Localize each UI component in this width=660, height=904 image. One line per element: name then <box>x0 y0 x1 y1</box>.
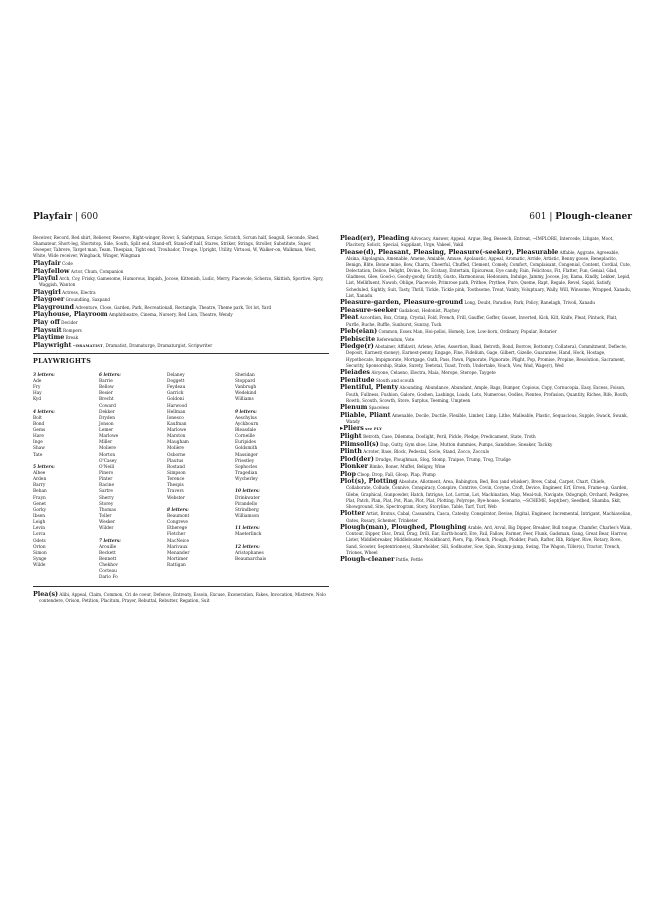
playwright-name: MacNeice <box>167 538 189 544</box>
entry-definition: Artist, Brutus, Cabal, Cassandra, Casca, Catesby, Conspirator, Devise, Digital, Engineer, Incremental, Intrigant, Machiavelian, Oates, Rosary, Schemer, Trinketer <box>346 511 632 523</box>
dictionary-entry <box>340 235 632 248</box>
playwright-name: Cocteau <box>99 569 117 575</box>
playwright-name: Travers <box>167 489 184 495</box>
playwright-name: Simon <box>33 550 47 556</box>
playwright-name: Dario Fo <box>99 575 118 581</box>
playwright-name: Pirandello <box>235 501 258 507</box>
dictionary-entry <box>33 296 329 303</box>
dictionary-entry <box>340 328 632 335</box>
playwright-name: Fry <box>33 385 41 391</box>
playwright-name: Leigh <box>33 520 46 526</box>
right-header-sep: | <box>546 212 556 222</box>
playwright-name: O'Casey <box>99 458 117 464</box>
entry-definition: Code <box>62 261 73 267</box>
playwright-name: Synge <box>33 557 47 563</box>
length-heading: 9 letters: <box>235 409 257 415</box>
dictionary-entry: Playwright →DRAMATIST, Dramatist, Dramaturge, Dramaturgist, Scripwriter <box>33 340 213 349</box>
playwright-name: Garrick <box>167 391 184 397</box>
entry-definition: Groundling, Saxpand <box>65 297 111 303</box>
playwrights-box-rule <box>33 586 329 587</box>
playwrights-column <box>167 373 235 582</box>
entry-definition: Abstainer, Affidavit, Arlene, Arles, Assertion, Band, Betroth, Bond, Borrow, Bottomry, Collateral, Commitment, Deflecte, Deposit, Earnest(-money), Earnest-penny, Engage, Fine, Fidelium, Gage, Gilbert, Gizelle, Guarantee, Hand, Hock, Hostage, Hypothecate, Impignorate, Mortgage, Oath, Pass, Pawn, Pignorate, Pignorate, Plight, Pop, Promise, Propine, Resolution, Sacrament, Security, Sponsorship, Stake, Surety, Teetotal, Toast, Troth, Undertake, Vouch, Vow, Wad, Wage(r), Wed <box>346 344 628 368</box>
entry-definition: Break <box>65 335 79 341</box>
playwright-name: Marlowe <box>167 428 187 434</box>
playwright-name: Levin <box>33 526 45 532</box>
playwright-name: Terence <box>167 477 185 483</box>
playwright-name: Storey <box>99 501 114 507</box>
right-page-header <box>340 212 632 224</box>
entry-definition: Absolute, Allotment, Area, Babington, Bed, Box (and whisker), Brew, Cabal, Carpet, Chart, Chiefe, Collaborate, Collude, Connive, Conspiracy, Conspire, Contrive, Covin, Covyne, Croft, Device, Engineer, Erf, Erven, Frame-up, Garden, Glebe, Graphical, Gunpowder, Hatch, Intrigue, Lot, Lorran, Lot, Machination, Map, Meal-tub, Navigate, Odograph, Orchard, Pedigree, Plat, Patch, Plan, Plat, Pot, Plan, Plot, Plat, Plotting, Polyrope, Rye-house, Scenario, →SCHEME, Sept(ber), Seedbed, Shamba, Skit, Showground, Site, Spectrogram, Story, Storyline, Table, Tarf, Turf, Web <box>346 479 630 509</box>
entry-headword: Plough-cleaner <box>340 555 395 564</box>
dictionary-entry <box>340 307 632 314</box>
playwright-name: Brecht <box>99 397 114 403</box>
playwright-name: Kyd <box>33 397 42 403</box>
entry-headword: Plimsoll(s) <box>340 439 379 448</box>
dictionary-entry <box>33 260 329 267</box>
playwright-name: Aeschylus <box>235 415 257 421</box>
entry-definition: Accordion, Box, Crimp, Crystal, Fold, French, Frill, Gauffer, Goffer, Gusset, Inverted, Kick, Kilt, Knife, Pleat, Pintuck, Plait, Purfle, Ruche, Ruffle, Sunburst, Sunray, Tuck <box>346 315 618 327</box>
playwright-name: Tragedian <box>235 471 258 477</box>
entry-headword: Playsuit <box>33 325 62 334</box>
playwright-name: Beaumarchais <box>235 557 267 563</box>
playwright-name: Ade <box>33 378 42 384</box>
entry-headword: Playgoer <box>33 295 65 304</box>
playwright-name: Ibsen <box>33 514 45 520</box>
entry-definition: Amphitheatre, Cinema, Nursery, Red Lion, Theatre, Wendy <box>108 312 233 318</box>
entry-definition: Drudge, Ploughman, Slog, Stomp, Traipse, Trump, Trog, Trudge <box>375 456 511 462</box>
dictionary-entry <box>33 311 329 318</box>
section-divider <box>33 353 329 354</box>
playwright-name: Bellow <box>99 385 114 391</box>
playwright-name: Congreve <box>167 520 188 526</box>
playwright-name: Coward <box>99 403 116 409</box>
dictionary-entry <box>33 334 329 341</box>
playwright-name: Goldoni <box>167 397 184 403</box>
length-heading: 7 letters: <box>99 538 121 544</box>
playwright-name: Toller <box>99 514 112 520</box>
playwright-name: Odets <box>33 538 46 544</box>
playwright-name: Orton <box>33 544 46 550</box>
playwright-name: Besier <box>99 391 113 397</box>
left-page <box>33 212 329 604</box>
right-page <box>340 212 632 564</box>
playwright-name: Aristophanes <box>235 550 264 556</box>
playwright-name: Miller <box>99 440 113 446</box>
playwright-name: Stoppard <box>235 378 256 384</box>
left-after-list <box>33 591 329 604</box>
entry-headword: Pledge(r) <box>340 342 374 351</box>
playwright-name: Dekker <box>99 409 115 415</box>
left-header-sep: | <box>72 212 81 222</box>
playwright-name: Wedekind <box>235 391 257 397</box>
entry-headword: Plenum <box>340 403 368 412</box>
playwright-name: Sartre <box>99 489 113 495</box>
dictionary-entry <box>340 314 632 327</box>
entry-headword: Plonker <box>340 462 369 471</box>
dictionary-entry <box>340 510 632 523</box>
playwrights-box-title: PLAYWRIGHTS <box>33 356 92 365</box>
left-page-number: 600 <box>80 212 99 222</box>
entry-definition: Gadabout, Hedonist, Playboy <box>398 307 460 313</box>
playwright-name: Hellman <box>167 409 186 415</box>
dictionary-entry <box>340 441 632 448</box>
playwright-name: Barrie <box>99 378 113 384</box>
dictionary-entry <box>340 478 632 510</box>
entry-headword: Playfair <box>33 259 61 268</box>
entry-headword: Plot(s), Plotting <box>340 477 398 486</box>
playwright-name: Maeterlinck <box>235 532 262 538</box>
playwright-name: Pinter <box>99 477 113 483</box>
entry-definition: Stouth and scouth <box>375 377 415 383</box>
playwright-name: Ayckbourn <box>235 421 259 427</box>
entry-definition: Pattle, Pettle <box>395 557 423 563</box>
entry-headword: Playwright <box>33 340 72 349</box>
entry-headword: Plod(der) <box>340 454 374 463</box>
left-header-title: Playfair <box>33 212 73 222</box>
playwright-name: Simpson <box>167 471 186 477</box>
dictionary-entry <box>340 463 632 470</box>
dictionary-entry <box>340 336 632 343</box>
entry-headword: Pleasure-seeker <box>340 305 398 314</box>
entry-headword: Plight <box>340 432 362 440</box>
entry-definition: see PLY <box>365 427 383 432</box>
playwright-name: Hare <box>33 434 44 440</box>
playwright-name: Feydeau <box>167 385 186 391</box>
playwright-name: Hay <box>33 391 42 397</box>
playwright-name: Webster <box>167 495 185 501</box>
entry-headword: Playfellow <box>33 266 70 275</box>
playwright-name: Moliere <box>99 446 116 452</box>
playwright-name: Chekhov <box>99 563 118 569</box>
entry-definition: Alibi, Appeal, Claim, Common, Cri de coeur, Defence, Entreaty, Essoin, Excuse, Exoneration, Fakes, Invocation, Mistrere, Nolo contendere, Orison, Petition, Placitum, Prayer, Rebuttal, Rebutter, Regation, Suit <box>39 591 326 603</box>
playwright-name: Kaufman <box>167 421 187 427</box>
playwright-name: Williams <box>235 397 254 403</box>
entry-definition: Arch, Coy, Frisky, Gamesome, Humorous, Impish, Jocose, Kittenish, Ludic, Merry, Piacevole, Scherzo, Skittish, Sportive, Spry, Waggish, Wanton <box>39 276 324 288</box>
playwrights-column <box>99 373 167 582</box>
left-page-header <box>33 212 329 224</box>
entry-headword: Play off <box>33 318 60 326</box>
playwright-name: Albee <box>33 471 46 477</box>
playwright-name: Arouille <box>99 544 117 550</box>
dictionary-entry <box>340 556 632 563</box>
entry-definition: Decider <box>61 320 78 325</box>
left-entry-list <box>33 260 329 349</box>
playwright-name: Plautus <box>167 458 184 464</box>
playwright-name: Jonson <box>99 421 114 427</box>
playwright-name: Arden <box>33 477 47 483</box>
playwright-name: Tate <box>33 452 43 458</box>
playwright-name: Menander <box>167 550 190 556</box>
entry-headword: Plea(s) <box>33 589 59 598</box>
playwright-name: Etherege <box>167 526 188 532</box>
dictionary-entry <box>340 524 632 556</box>
entry-definition: Alcyone, Celaeno, Electra, Maia, Merope, Sterope, Taygete <box>371 370 496 376</box>
dictionary-entry <box>33 327 329 334</box>
dictionary-entry <box>340 343 632 369</box>
entry-headword: Pleb(eian) <box>340 327 378 336</box>
length-heading: 5 letters: <box>33 464 55 470</box>
entry-definition: Spaceless <box>368 405 390 411</box>
entry-headword: Playtime <box>33 333 65 342</box>
entry-definition: Abounding, Abundance, Abundant, Ample, Bags, Bumper, Copious, Copy, Cornucopia, Easy, Excess, Foison, Fouth, Fullness, Fushion, Galore, Goshen, Lashings, Loads, Lots, Numerous, Oodles, Pienteo, Profusion, Quantity, Riches, Rife, Routh, Rowth, Scouth, Scowth, Store, Surplus, Teeming, Umpteen <box>346 385 629 403</box>
playwright-name: Doggett <box>167 378 185 384</box>
entry-headword: Playground <box>33 302 74 311</box>
length-heading: 4 letters: <box>33 409 55 415</box>
playwright-name: Strindberg <box>235 507 259 513</box>
playwright-name: Shaw <box>33 446 45 452</box>
playwright-name: Vanbrugh <box>235 385 257 391</box>
entry-definition: Bimbo, Boner, Muffet, Beliguy, Wine <box>369 464 446 470</box>
playwright-name: Genet <box>33 501 47 507</box>
playwright-name: Massinger <box>235 452 258 458</box>
playwright-name: Williamson <box>235 514 260 520</box>
entry-definition: Acroter, Base, Block, Pedestal, Socle, Stand, Zocco, Zocculo <box>363 449 490 455</box>
entry-headword: Pleat <box>340 313 359 322</box>
playwrights-column <box>33 373 99 582</box>
dictionary-entry <box>340 369 632 376</box>
entry-headword: Playful <box>33 274 58 283</box>
entry-headword: Plentiful, Plenty <box>340 383 399 392</box>
playwrights-table <box>33 373 329 582</box>
entry-headword: Pliable, Pliant <box>340 410 391 419</box>
right-page-number: 601 <box>529 212 547 222</box>
playwright-name: Rattigan <box>167 563 186 569</box>
playwright-name: Wilde <box>33 563 46 569</box>
playwright-name: Behan <box>33 489 47 495</box>
right-header-title: Plough-cleaner <box>555 212 632 222</box>
playwright-name: Euripides <box>235 440 256 446</box>
right-entry-list <box>340 235 632 563</box>
playwright-name: Frayn <box>33 495 46 501</box>
playwright-name: Bleasdale <box>235 428 257 434</box>
dictionary-entry <box>340 456 632 463</box>
entry-headword: Pleasure-garden, Pleasure-ground <box>340 298 464 307</box>
entry-definition: Affable, Aggrate, Agreeable, Alsina, Algolagnia, Amenable, Amene, Amiable, Amuse, Apolaustic, Appeal, Aromatic, Arride, Artistic, Benny goose, Beneplacito, Benign, Blite, Bonne mine, Bow, Charm, Cheerful, Chuffed, Clement, Comely, Comfort, Complaisant, Congenial, Content, Cordial, Cute, Delectation, Delice, Delight, Divine, Do, Ecstasy, Entertain, Epicurean, Eye candy, Fain, Felicitous, Fit, Flatter, Fun, Genial, Glad, Gladness, Glee, Good-o, Goody-goody, Gratify, Gusto, Harmonious, Hedonism, Indulge, Jammy, Jocose, Joy, Kama, Kindly, Lekker, Lepid, List, Mellifluent, Nawob, Oblige, Piacevole, Primrose path, Prithee, Prythee, Pure, Queme, Rapt, Regale, Revel, Sapid, Satisfy, Scheduled, Sightly, Suit, Tasty, Thrill, Tickle, Tickle pink, Toothsome, Treat, Vanity, Voluptuary, Wally, Will, Winsome, Wrapped, Xanadu, List, Xanadu <box>346 249 632 298</box>
entry-headword: Plop <box>340 469 356 478</box>
entry-headword: ▸Pliers <box>340 424 364 433</box>
entry-definition: Amenable, Docile, Ductile, Flexible, Limber, Limp, Lithe, Malleable, Plastic, Sequacious, Supple, Swack, Swank, Wandy <box>346 412 628 424</box>
playwright-name: Marivaux <box>167 544 188 550</box>
entry-definition: Long, Doubt, Paradise, Park, Policy, Ranelagh, Trivoli, Xanadu <box>464 300 595 306</box>
playwright-name: Pinero <box>99 471 114 477</box>
length-heading: 6 letters: <box>99 372 121 378</box>
dictionary-entry <box>340 448 632 455</box>
length-heading: 12 letters: <box>235 544 260 550</box>
dictionary-entry <box>340 433 632 440</box>
entry-definition: Rompers <box>63 327 82 333</box>
entry-headword: Plotter <box>340 509 365 518</box>
playwright-name: Marlowe <box>99 434 119 440</box>
entry-headword: Plough(man), Ploughed, Ploughing <box>340 523 467 532</box>
entry-definition: Advocacy, Answer, Appeal, Argue, Beg, Beseech, Entreat, →IMPLORE, Intercede, Litigate, Moot, Placitory, Solicit, Special, Suppliant, Urge, Vakeel, Vakil <box>346 236 614 248</box>
entry-headword: Playgirl <box>33 287 61 296</box>
cross-reference: →DRAMATIST <box>72 343 103 348</box>
playwright-name: Fletcher <box>167 532 186 538</box>
dictionary-entry <box>340 425 632 432</box>
dictionary-entry <box>340 412 632 425</box>
length-heading: 3 letters: <box>33 372 55 378</box>
playwright-name: Maugham <box>167 440 189 446</box>
length-heading: 10 letters: <box>235 489 260 495</box>
playwright-name: Lorca <box>33 532 46 538</box>
entry-definition: Arable, Ard, Arval, Big Dipper, Breaker, Bull tongue, Chamfer, Charles's Wain, Contour, Dipper, Disc, Drail, Drag, Drill, Ear, Earth-board, Ere, Fail, Fallow, Farmer, Feer, Flunk, Gadsman, Gang, Great Bear, Harrow, Lister, Middlebreaker, Middlebuster, Mouldboard, Piers, Pip, Plench, Plough, Plodder, Push, Rafter, Rib, Ridger, Rive, Rotary, Rove, Sand, Scooter, Septentrione(s), Shareholder, Sill, Sodbuster, Sow, Spin, Stump-jump, Swing, The Wagon, Tiller(s), Tractor, Trench, Triones, Wheel <box>346 525 632 555</box>
left-intro-text: Receiver, Record, Red shirt, Reliever, Reserve, Right-winger, Rover, S, Safetyman, Scrape, Scratch, Scrum half, Seagull, Seconde, Shed, Shamateur, Short-leg, Shortstop, Side, South, Split end, Stand-off, Stand-off half, Stares, Striker, Strings, Stroller, Substitute, Super, Sweeper, Tabrere, Target man, Team, Thespian, Tight end, Troubador, Troupe, Upright, Utility, Virtuosi, W, Walker-on, Walkman, West, White, Wide receiver, Wingback, Winger, Wingman <box>33 235 320 259</box>
playwright-name: Bennett <box>99 557 117 563</box>
entry-definition: Cloop, Drop, Fall, Gloop, Plap, Plump <box>357 471 436 477</box>
entry-headword: Playhouse, Playroom <box>33 310 108 319</box>
dictionary-entry <box>340 249 632 299</box>
entry-headword: Please(d), Pleasant, Pleasing, Pleasure(-seeker), Pleasurable <box>340 247 559 256</box>
dictionary-entry <box>33 275 329 288</box>
playwright-name: Delaney <box>167 372 185 378</box>
playwright-name: Wycherley <box>235 477 258 483</box>
playwright-name: Bolt <box>33 415 42 421</box>
playwright-name: Gems <box>33 428 46 434</box>
playwright-name: Wilder <box>99 526 114 532</box>
playwright-name: Barry <box>33 483 46 489</box>
dictionary-entry <box>33 268 329 275</box>
entry-definition: Referendum, Vote <box>376 336 415 342</box>
playwrights-column <box>235 373 315 582</box>
playwright-name: Drinkwater <box>235 495 260 501</box>
playwright-name: Racine <box>99 483 114 489</box>
dictionary-entry <box>33 289 329 296</box>
playwright-name: Osborne <box>167 452 186 458</box>
entry-definition: Actor, Chum, Companion <box>70 268 124 274</box>
entry-headword: Plead(er), Pleading <box>340 234 410 242</box>
playwright-name: Goldsmith <box>235 446 258 452</box>
playwright-name: Rostand <box>167 464 185 470</box>
playwright-name: Molière <box>167 446 184 452</box>
playwright-name: Sherry <box>99 495 114 501</box>
playwright-name: Thespis <box>167 483 184 489</box>
entry-definition: Dap, Gutty, Gym shoe, Line, Mutton dummies, Pumps, Sandshoe, Sneaker, Tackky <box>380 441 553 447</box>
playwright-name: Sheridan <box>235 372 255 378</box>
entry-definition: Adventure, Close, Garden, Park, Recreationall, Rectangle, Theatre, Theme park, Tot lot, Yard <box>75 304 272 310</box>
playwright-name: Wesker <box>99 520 116 526</box>
playwright-name: Gorky <box>33 507 47 513</box>
playwright-name: Beckett <box>99 550 116 556</box>
entry-headword: Plinth <box>340 447 362 456</box>
playwright-name: Beaumont <box>167 514 190 520</box>
entry-headword: Plenitude <box>340 375 375 384</box>
playwright-name: Inge <box>33 440 43 446</box>
playwright-name: O'Neill <box>99 464 115 470</box>
playwright-name: Mortimer <box>167 557 188 563</box>
playwright-name: Bond <box>33 421 45 427</box>
entry-definition: Dramatist, Dramaturge, Dramaturgist, Scripwriter <box>105 342 213 348</box>
playwright-name: Corneille <box>235 434 255 440</box>
entry-definition: Common, Essex Man, Hoi-polloi, Homely, Low, Low-born, Ordinary, Popular, Rotarier <box>378 329 557 335</box>
length-heading: 11 letters: <box>235 526 260 532</box>
playwright-name: Lemer <box>99 428 114 434</box>
dictionary-entry <box>33 319 329 326</box>
dictionary-entry <box>340 384 632 403</box>
dictionary-entry <box>33 591 329 604</box>
entry-headword: Plebiscite <box>340 334 376 343</box>
playwright-name: Harwood <box>167 403 187 409</box>
entry-definition: Actress, Electra <box>62 289 96 295</box>
playwright-name: Priestley <box>235 458 255 464</box>
length-heading: 8 letters: <box>167 507 189 513</box>
entry-headword: Pleiades <box>340 368 370 377</box>
entry-definition: Betroth, Case, Dilemma, Doolight, Peril, Pickle, Pledge, Predicament, State, Troth <box>363 434 536 439</box>
playwright-name: Thomas <box>99 507 117 513</box>
playwright-name: Marston <box>167 434 186 440</box>
playwright-name: Dryden <box>99 415 115 421</box>
playwright-name: Morton <box>99 452 116 458</box>
playwright-name: Ionesco <box>167 415 184 421</box>
playwright-name: Sophocles <box>235 464 258 470</box>
